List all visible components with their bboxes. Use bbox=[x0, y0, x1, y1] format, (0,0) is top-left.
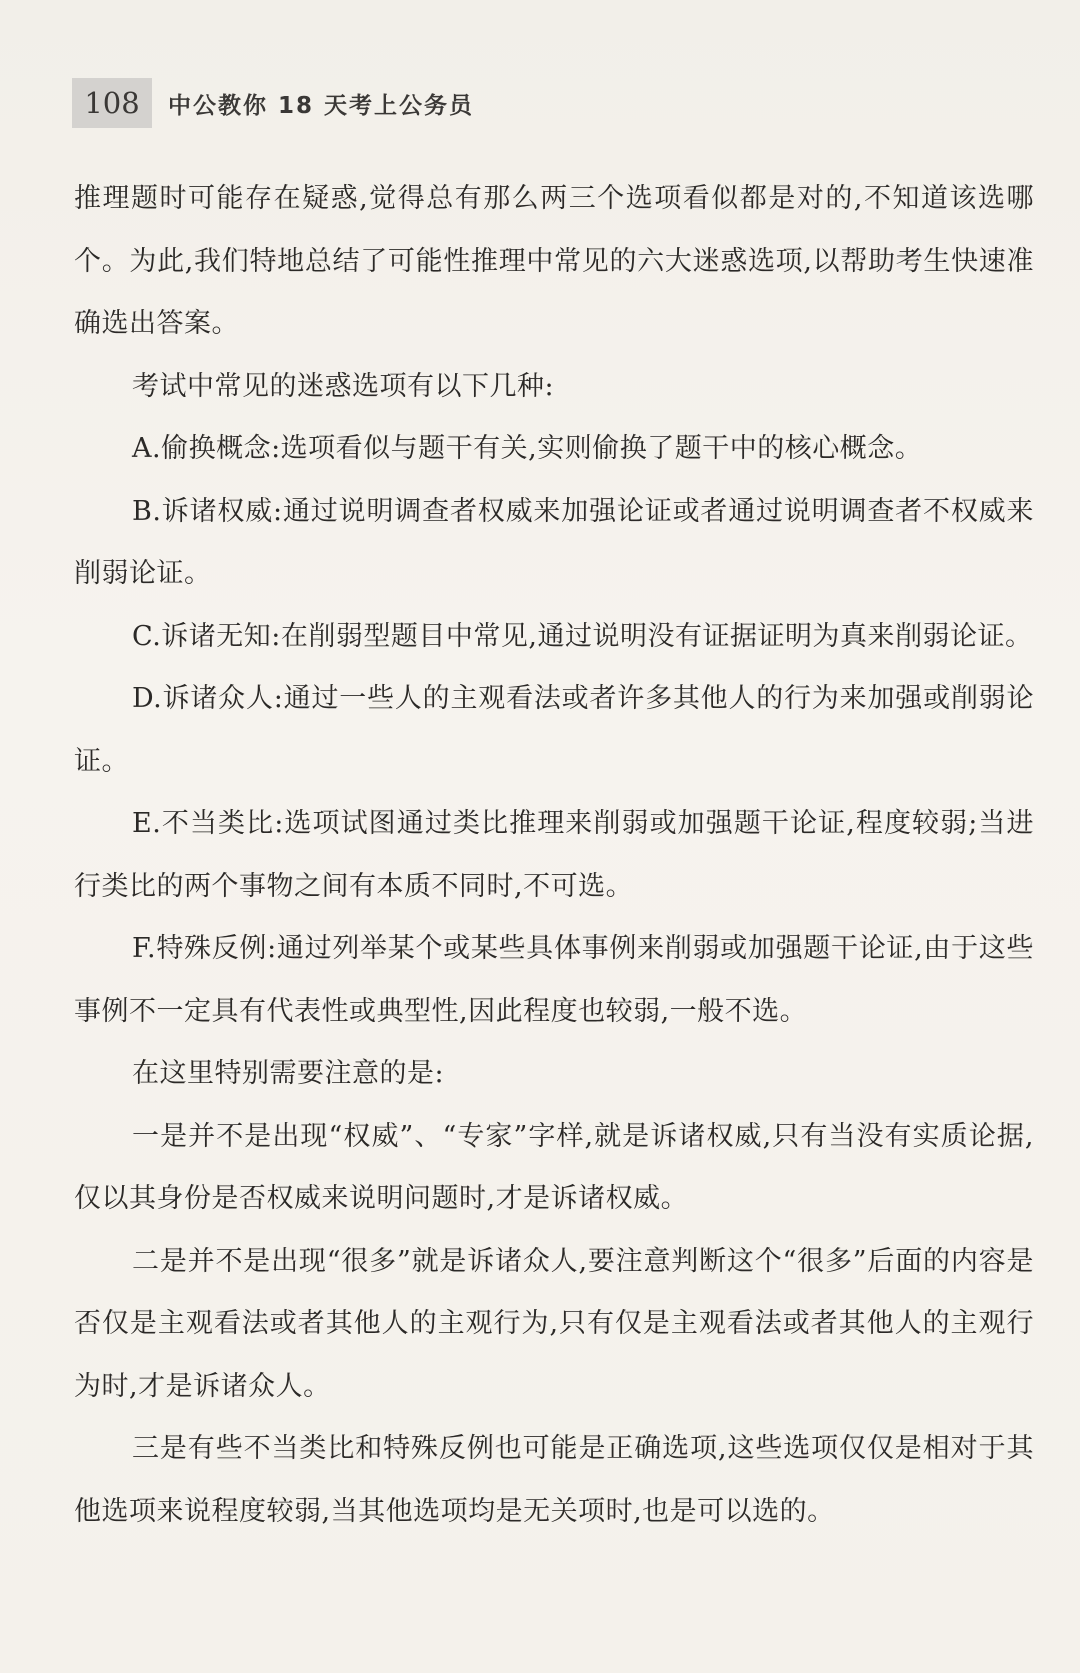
paragraph-option-f: F.特殊反例:通过列举某个或某些具体事例来削弱或加强题干论证,由于这些事例不一定具有代表性或典型性,因此程度也较弱,一般不选。 bbox=[74, 933, 1034, 1027]
paragraph-note-1: 一是并不是出现“权威”、“专家”字样,就是诉诸权威,只有当没有实质论据,仅以其身份是否权威来说明问题时,才是诉诸权威。 bbox=[74, 1120, 1034, 1214]
body-text bbox=[74, 168, 1034, 1543]
paragraph-notes-intro: 在这里特别需要注意的是: bbox=[132, 1058, 445, 1089]
paragraph-option-b: B.诉诸权威:通过说明调查者权威来加强论证或者通过说明调查者不权威来削弱论证。 bbox=[74, 495, 1034, 589]
paragraph-common-options-intro: 考试中常见的迷惑选项有以下几种: bbox=[132, 370, 555, 402]
paragraph-option-c: C.诉诸无知:在削弱型题目中常见,通过说明没有证据证明为真来削弱论证。 bbox=[132, 620, 1033, 652]
paragraph-option-e: E.不当类比:选项试图通过类比推理来削弱或加强题干论证,程度较弱;当进行类比的两个事物之间有本质不同时,不可选。 bbox=[74, 808, 1034, 902]
paragraph-note-3: 三是有些不当类比和特殊反例也可能是正确选项,这些选项仅仅是相对于其他选项来说程度较弱,当其他选项均是无关项时,也是可以选的。 bbox=[74, 1433, 1034, 1527]
paragraph-option-a: A.偷换概念:选项看似与题干有关,实则偷换了题干中的核心概念。 bbox=[132, 433, 923, 464]
page-header bbox=[72, 76, 474, 130]
book-title: 中公教你 18 天考上公务员 bbox=[168, 92, 475, 119]
paragraph-option-d: D.诉诸众人:通过一些人的主观看法或者许多其他人的行为来加强或削弱论证。 bbox=[74, 683, 1034, 777]
paragraph-intro-continued: 推理题时可能存在疑惑,觉得总有那么两三个选项看似都是对的,不知道该选哪个。为此,我们特地总结了可能性推理中常见的六大迷惑选项,以帮助考生快速准确选出答案。 bbox=[74, 183, 1034, 339]
paragraph-note-2: 二是并不是出现“很多”就是诉诸众人,要注意判断这个“很多”后面的内容是否仅是主观看法或者其他人的主观行为,只有仅是主观看法或者其他人的主观行为时,才是诉诸众人。 bbox=[74, 1245, 1034, 1402]
page-number: 108 bbox=[72, 78, 152, 128]
